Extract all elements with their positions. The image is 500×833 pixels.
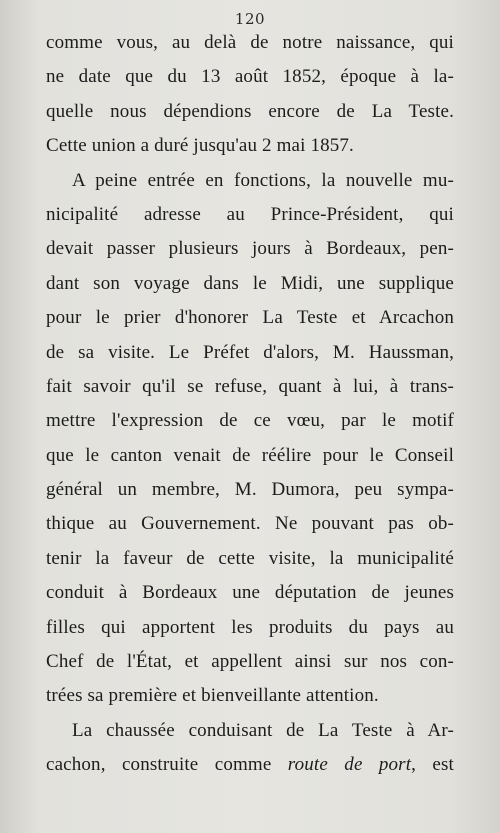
text-line: devait passer plusieurs jours à Bordeaux, pen- bbox=[46, 238, 454, 260]
text-line: de sa visite. Le Préfet d'alors, M. Haussman, bbox=[46, 341, 454, 363]
text-line: ne date que du 13 août 1852, époque à la- bbox=[46, 66, 454, 88]
italic-phrase: route de port bbox=[287, 754, 412, 776]
text-line bbox=[46, 748, 454, 782]
text-line: Chef de l'État, et appellent ainsi sur nos con- bbox=[46, 651, 454, 673]
text-segment: cachon, construite comme bbox=[46, 754, 288, 776]
text-line: tenir la faveur de cette visite, la municipalité bbox=[46, 547, 454, 569]
page-number: 120 bbox=[234, 10, 266, 28]
text-line: filles qui apportent les produits du pays au bbox=[46, 616, 454, 638]
text-line: fait savoir qu'il se refuse, quant à lui, à trans- bbox=[46, 375, 454, 397]
text-line: que le canton venait de réélire pour le Conseil bbox=[46, 444, 454, 466]
text-line: trées sa première et bienveillante attention. bbox=[46, 685, 379, 707]
text-segment: , est bbox=[411, 754, 454, 776]
paragraph-start-line: A peine entrée en fonctions, la nouvelle mu- bbox=[72, 169, 454, 191]
text-line: mettre l'expression de ce vœu, par le motif bbox=[46, 410, 454, 432]
text-line: conduit à Bordeaux une députation de jeunes bbox=[46, 582, 454, 604]
text-line: nicipalité adresse au Prince-Président, qui bbox=[46, 203, 454, 225]
text-line: Cette union a duré jusqu'au 2 mai 1857. bbox=[46, 135, 354, 157]
text-line: pour le prier d'honorer La Teste et Arcachon bbox=[46, 307, 454, 329]
text-line: général un membre, M. Dumora, peu sympa- bbox=[46, 479, 454, 501]
text-line: comme vous, au delà de notre naissance, qui bbox=[46, 32, 454, 53]
paragraph-start-line: La chaussée conduisant de La Teste à Ar- bbox=[72, 719, 454, 741]
text-line: dant son voyage dans le Midi, une supplique bbox=[46, 272, 454, 294]
body-text bbox=[46, 26, 454, 783]
text-line: thique au Gouvernement. Ne pouvant pas ob- bbox=[46, 513, 454, 535]
text-line: quelle nous dépendions encore de La Teste. bbox=[46, 100, 454, 122]
